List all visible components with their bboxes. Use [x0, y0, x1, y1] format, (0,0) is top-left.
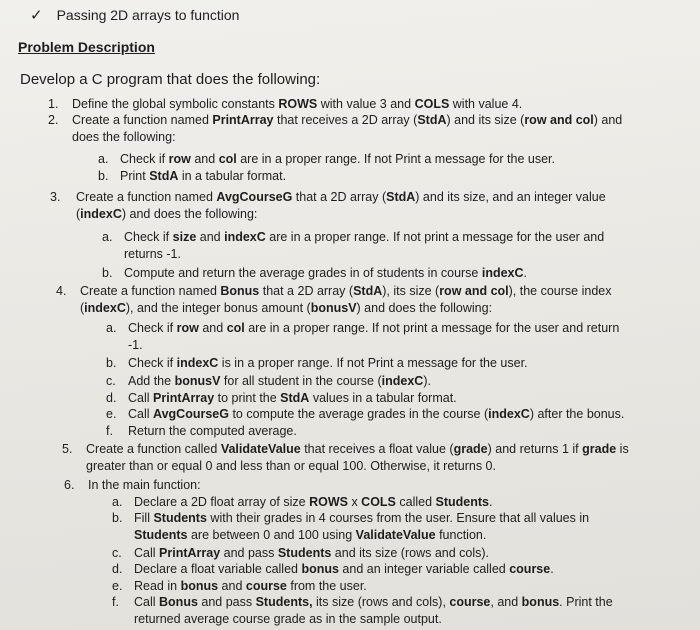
- list-item-text: Create a function named AvgCourseG that a 2D array (StdA) and its size, and an integer value: [76, 190, 606, 204]
- list-item-text: Check if size and indexC are in a proper range. If not print a message for the user and: [124, 230, 605, 244]
- list-item-text: Fill Students with their grades in 4 courses from the user. Ensure that all values in: [134, 511, 590, 525]
- list-item-text: Print StdA in a tabular format.: [120, 169, 287, 183]
- list-item-number: f.: [112, 595, 119, 609]
- list-item-number: 1.: [48, 97, 59, 111]
- list-item-text: Create a function named Bonus that a 2D array (StdA), its size (row and col), the course index: [80, 284, 612, 298]
- list-item-text: Define the global symbolic constants ROWS with value 3 and COLS with value 4.: [72, 97, 523, 111]
- list-item-number: b.: [102, 266, 113, 280]
- list-item-text: Check if row and col are in a proper range. If not print a message for the user and return: [128, 321, 620, 335]
- list-item-text: Create a function called ValidateValue that receives a float value (grade) and returns 1 if grade is: [86, 442, 629, 456]
- list-item-text: Call PrintArray and pass Students and its size (rows and cols).: [134, 546, 490, 560]
- list-item-text: Declare a float variable called bonus and an integer variable called course.: [134, 562, 554, 576]
- list-item-text: Call AvgCourseG to compute the average grades in the course (indexC) after the bonus.: [128, 407, 625, 421]
- list-item-number: d.: [112, 562, 123, 576]
- list-item-number: f.: [106, 424, 113, 438]
- list-item-text: Declare a 2D float array of size ROWS x COLS called Students.: [134, 495, 493, 509]
- list-item-text: Students are between 0 and 100 using ValidateValue function.: [134, 528, 487, 542]
- problem-heading: Problem Description: [18, 39, 155, 55]
- section-title: Passing 2D arrays to function: [56, 7, 240, 23]
- checkmark-icon: ✓: [30, 7, 43, 24]
- list-item-number: 3.: [50, 190, 61, 204]
- list-item-number: b.: [98, 169, 109, 183]
- list-item-text: returns -1.: [124, 247, 181, 261]
- list-item-text: Add the bonusV for all student in the course (indexC).: [128, 374, 431, 388]
- list-item-text: (indexC) and does the following:: [76, 207, 258, 221]
- list-item-number: e.: [106, 407, 117, 421]
- list-item-number: a.: [112, 495, 123, 509]
- list-item-text: Create a function named PrintArray that receives a 2D array (StdA) and its size (row and col) and: [72, 113, 623, 127]
- list-item-number: b.: [106, 356, 117, 370]
- intro-text: Develop a C program that does the following:: [20, 71, 321, 88]
- list-item-text: In the main function:: [88, 478, 201, 492]
- list-item-text: Check if row and col are in a proper range. If not Print a message for the user.: [120, 152, 555, 166]
- list-item-text: (indexC), and the integer bonus amount (bonusV) and does the following:: [80, 301, 493, 315]
- list-item-text: Call PrintArray to print the StdA values in a tabular format.: [128, 391, 457, 405]
- list-item-text: Return the computed average.: [128, 424, 297, 438]
- list-item-text: greater than or equal 0 and less than or equal 100. Otherwise, it returns 0.: [86, 459, 496, 473]
- list-item-number: 6.: [64, 478, 75, 492]
- list-item-number: 5.: [62, 442, 73, 456]
- list-item-number: 2.: [48, 113, 59, 127]
- section-header: [30, 6, 239, 24]
- list-item-number: a.: [106, 321, 117, 335]
- list-item-text: Compute and return the average grades in of students in course indexC.: [124, 266, 528, 280]
- list-item-text: does the following:: [72, 130, 176, 144]
- list-item-number: e.: [112, 579, 123, 593]
- list-item-number: d.: [106, 391, 117, 405]
- list-item-text: returned average course grade as in the sample output.: [134, 612, 442, 626]
- list-item-number: 4.: [56, 284, 67, 298]
- list-item-number: a.: [98, 152, 109, 166]
- list-item-text: -1.: [128, 338, 143, 352]
- list-item-text: Read in bonus and course from the user.: [134, 579, 367, 593]
- list-item-number: c.: [106, 374, 116, 388]
- list-item-text: Check if indexC is in a proper range. If not Print a message for the user.: [128, 356, 528, 370]
- list-item-number: c.: [112, 546, 122, 560]
- list-item-text: Call Bonus and pass Students, its size (rows and cols), course, and bonus. Print the: [134, 595, 613, 609]
- list-item-number: a.: [102, 230, 113, 244]
- list-item-number: b.: [112, 511, 123, 525]
